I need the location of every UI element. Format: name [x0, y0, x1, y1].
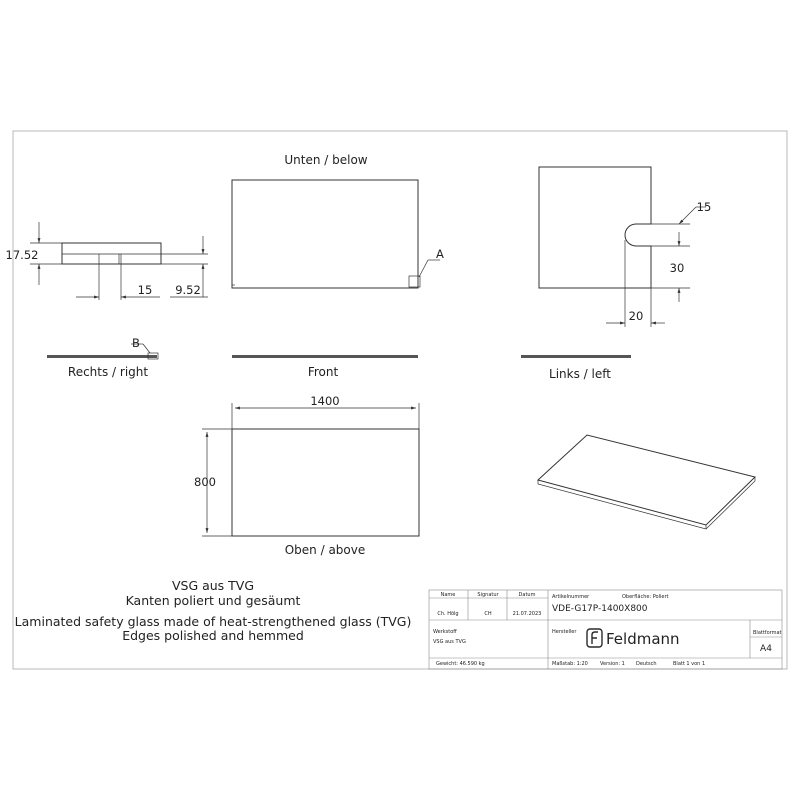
view-label-below: Unten / below: [284, 153, 368, 167]
dim-slot-height-value: 30: [669, 261, 685, 275]
sheet-border: [13, 131, 787, 669]
tb-gewicht: Gewicht: 46.590 kg: [436, 661, 485, 667]
view-label-above: Oben / above: [284, 543, 366, 557]
view-label-front: Front: [307, 365, 339, 379]
detail-b-leader: [143, 344, 150, 353]
dim-inner-value: 9.52: [175, 283, 201, 297]
note-en-line1: Laminated safety glass made of heat-strengthened glass (TVG): [14, 614, 412, 629]
tb-col-name: Name: [440, 592, 456, 598]
tb-logo-text: Feldmann: [606, 630, 680, 648]
dim-thickness-value: 17.52: [5, 248, 39, 262]
dim-cutout-value: 15: [137, 283, 153, 297]
tb-signatur-value: CH: [484, 611, 492, 617]
tb-name-value: Ch. Hölg: [437, 611, 459, 617]
left-view-outline: [539, 167, 651, 288]
isometric-view-thickness: [538, 477, 755, 529]
detail-a-leader: [419, 260, 428, 277]
tb-blatt: Blatt 1 von 1: [673, 661, 706, 667]
tb-blattformat-label: Blattformat: [753, 630, 782, 636]
tb-artikel-label: Artikelnummer: [552, 594, 590, 600]
note-en-line2: Edges polished and hemmed: [122, 628, 304, 643]
note-de-line1: VSG aus TVG: [171, 578, 255, 593]
side-section-outline: [62, 243, 161, 264]
feldmann-logo-icon: [587, 629, 602, 647]
tb-werkstoff-label: Werkstoff: [433, 629, 457, 635]
tb-werkstoff-value: VSG aus TVG: [433, 639, 466, 645]
right-view-edge: [47, 355, 157, 358]
tb-col-signatur: Signatur: [477, 592, 499, 598]
dim-slot-gap-value: 15: [696, 200, 712, 214]
detail-b-label: B: [132, 336, 140, 350]
above-view-outline: [232, 429, 419, 536]
tb-datum-value: 21.07.2023: [512, 611, 542, 617]
tb-sprache: Deutsch: [636, 661, 657, 667]
dim-slot-width-value: 20: [628, 309, 644, 323]
tb-artikel-value: VDE-G17P-1400X800: [552, 604, 648, 614]
dim-height-value: 800: [194, 475, 216, 489]
tb-massstab: Maßstab: 1:20: [552, 661, 588, 667]
dim-width-value: 1400: [310, 394, 340, 408]
view-label-left: Links / left: [549, 367, 611, 381]
left-view-edge: [521, 355, 631, 358]
dim-slot-gap-leader: [679, 207, 696, 224]
detail-a-label: A: [436, 247, 444, 261]
tb-oberflaeche-label: Oberfläche: Poliert: [622, 594, 669, 600]
tb-hersteller-label: Hersteller: [552, 629, 577, 635]
tb-col-datum: Datum: [518, 592, 536, 598]
view-label-right: Rechts / right: [67, 365, 149, 379]
below-view-outline: [232, 180, 418, 288]
note-de-line2: Kanten poliert und gesäumt: [125, 593, 301, 608]
front-view-edge: [232, 355, 418, 358]
tb-blattformat-value: A4: [760, 644, 772, 654]
tb-version: Version: 1: [600, 661, 625, 667]
isometric-view: [538, 435, 755, 525]
